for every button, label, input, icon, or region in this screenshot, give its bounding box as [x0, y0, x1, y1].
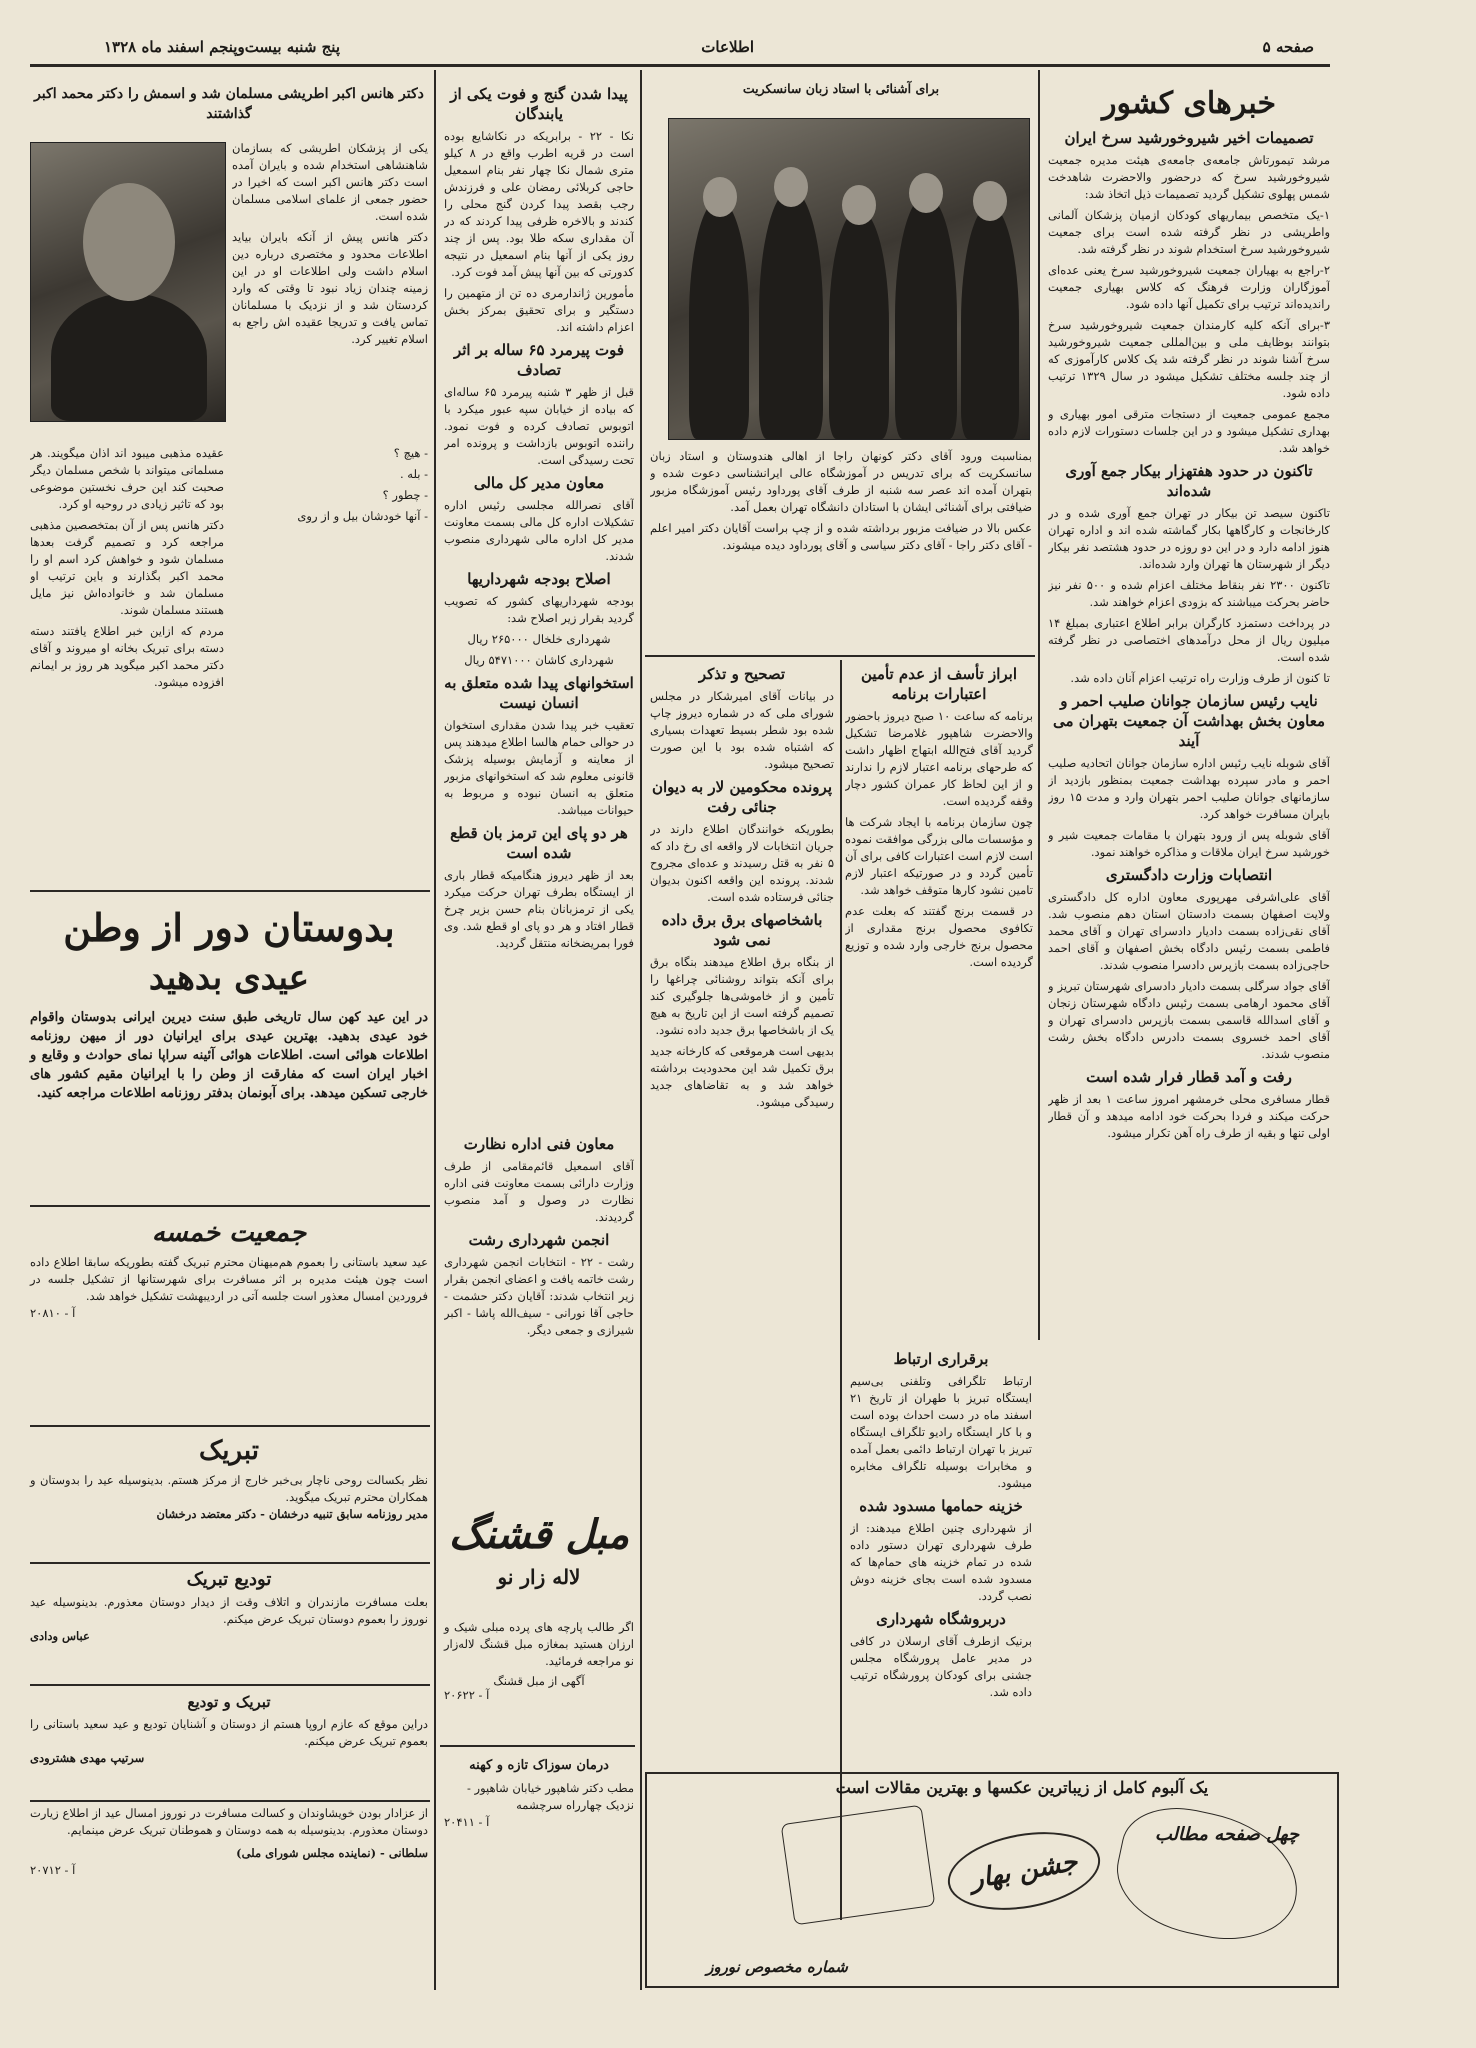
paragraph: تعقیب خبر پیدا شدن مقداری استخوان در حوالی حمام هالسا اطلاع میدهند پس از معاینه و آزمایش بوسیله پزشک قانونی معلوم شد که استخوانهای مزبور متعلق به انسان نبوده و مربوط به حیوانات میباشد. [444, 718, 634, 817]
qa-line: - هیچ ؟ [393, 446, 428, 460]
ad-body: عید سعید باستانی را بعموم هم‌میهنان محترم تبریک گفته بطوریکه سابقا اطلاع داده است چون هیئت مدیره بر اثر مسافرت برای شهرستانها از تشکیل جلسه در فروردین امسال معذور است جلسه آتی در اردیبهشت تشکیل خواهد شد. [30, 1255, 428, 1303]
headline: رفت و آمد قطار فرار شده است [1086, 1068, 1292, 1086]
paragraph: بدیهی است هرموقعی که کارخانه جدید برق تکمیل شد این محدودیت برداشته خواهد شد و به تقاضاهای جدید رسیدگی میشود. [650, 1044, 834, 1109]
ad-signature: مدیر روزنامه سابق تنبیه درخشان - دکتر معتضد درخشان [156, 1507, 428, 1521]
headline: انتصابات وزارت دادگستری [1105, 866, 1273, 884]
ad-code: آ - ۲۰۴۱۱ [444, 1815, 490, 1829]
headline: دربروشگاه شهرداری [876, 1610, 1006, 1628]
headline: تصمیمات اخیر شیروخورشید سرخ ایران [1064, 129, 1314, 147]
paragraph: یکی از پزشکان اطریشی که بسازمان شاهنشاهی استخدام شده و بایران آمده است دکتر هانس اکبر است که اخیرا در حضور جمعی از علمای اسلامی مسلمان شده است. [232, 141, 428, 223]
paragraph: ۲-راجع به بهیاران جمعیت شیروخورشید سرخ یعنی عده‌ای آموزگاران وزارت فرهنگ که کلاس بهیاری جمعیت راندیده‌اند ترتیب برای تکمیل آنها داده شود. [1048, 263, 1330, 311]
column-2b [650, 660, 834, 1930]
portrait-photo [30, 142, 226, 422]
ad-title: عیدی بدهید [148, 958, 310, 998]
page-number: صفحه ۵ [1262, 38, 1314, 56]
paragraph: آقای جواد سرگلی بسمت دادیار دادسرای شهرستان تبریز و آقای محمود ارهامی بسمت رئیس دادگاه شهرستان زنجان و آقای اسدالله قاسمی بسمت بازپرس دادسرای تهران و آقای احمد خسروی بسمت دادرس دادگاه بخش رشت منصوب شدند. [1048, 979, 1330, 1061]
paragraph: آقای علی‌اشرفی مهرپوری معاون اداره کل دادگستری ولایت اصفهان بسمت دادستان استان دهم منصوب شد. آقای نقی‌زاده بسمت دادیار دادسرای تهران و آقای محمد فاطمی بسمت رئیس دادگاه بخش اصفهان و آقای احمد حاجی‌زاده بسمت بازپرس دادسرا منصوب شدند. [1048, 890, 1330, 972]
headline: خزینه حمامها مسدود شده [859, 1497, 1023, 1515]
paragraph: آقای نصرالله مجلسی رئیس اداره تشکیلات اداره کل مالی بسمت معاونت مدیر کل اداره مالی شهرداری منصوب شدند. [444, 498, 634, 563]
qa-line: - آنها خودشان بیل و از روی [297, 509, 428, 523]
headline: تصحیح و تذکر [698, 665, 786, 683]
headline: پرونده محکومین لار به دیوان جنائی رفت [651, 778, 833, 816]
headline: باشخاصهای برق برق داده نمی شود [661, 911, 823, 949]
headline: انجمن شهرداری رشت [468, 1231, 610, 1249]
ad-emblem: جشن بهار [942, 1821, 1107, 1921]
column-2a [845, 660, 1033, 1040]
paragraph: مأمورین ژاندارمری ده تن از متهمین را دستگیر و برای تحقیق بمرکز بخش اعزام داشته اند. [444, 286, 634, 334]
ad-pages: چهل صفحه مطالب [1154, 1824, 1300, 1845]
paragraph: تا کنون از طرف وزارت راه ترتیب اعزام آنان داده شد. [1070, 671, 1330, 685]
budget-row: شهرداری کاشان ۵۴۷۱۰۰۰ ریال [464, 653, 614, 667]
paragraph: عقیده مذهبی میبود اند اذان میگویند. هر مسلمانی میتواند با شخص مسلمان دیگر صحبت کند این حرف نخستین موضوعی بود که تاثیر زیادی در روحیه او کرد. [30, 446, 224, 511]
budget-row: شهرداری خلخال ۲۶۵۰۰۰ ریال [467, 632, 611, 646]
rule [30, 890, 430, 892]
flower-drawing [781, 1805, 936, 1926]
column-2-caption-text [650, 448, 1032, 653]
column-4c [232, 445, 428, 885]
ad-body: بعلت مسافرت مازندران و اتلاف وقت از دیدار دوستان معذورم. بدینوسیله عید نوروز را بعموم دوستان تبریک عرض میکنم. [30, 1595, 428, 1626]
headline: پیدا شدن گنج و فوت یکی از یابندگان [450, 85, 628, 123]
headline: معاون مدیر کل مالی [473, 474, 605, 492]
paragraph: قبل از ظهر ۳ شنبه پیرمرد ۶۵ ساله‌ای که بیاده از خیابان سپه عبور میکرد با اتوبوس تصادف کرده و فوت نمود. راننده اتوبوس بازداشت و پرونده امر تحت رسیدگی است. [444, 385, 634, 467]
headline: برقراری ارتباط [893, 1350, 989, 1368]
paragraph: ارتباط تلگرافی وتلفنی بی‌سیم ایستگاه تبریز با طهران از تاریخ ۲۱ اسفند ماه در دست احداث بوده است و با کار ایستگاه رادیو تلگراف ایستگاه تبریز با تهران ارتباط دائمی بعمل آمده و مخابرات بوسیله تلگراف مخابره میشود. [850, 1374, 1032, 1490]
paragraph: در بیانات آقای امیرشکار در مجلس شورای ملی که در شماره دیروز چاپ شده بود شطر بسیط تعهدات بسیاری که اشتباه شده بود با این صورت تصحیح میشود. [650, 689, 834, 771]
col-divider [640, 70, 642, 1990]
paragraph: از بنگاه برق اطلاع میدهند بنگاه برق برای آنکه بتواند روشنائی چراغها را تأمین و از خاموشی‌ها جلوگیری کند تصمیم گرفته است از این تاریخ به هیچ یک از باشخاصها برق جدید داده نشود. [650, 955, 834, 1037]
ad-body: مطب دکتر شاهپور خیابان شاهپور - نزدیک چهارراه سرچشمه [466, 1781, 634, 1812]
ad-body: در این عید کهن سال تاریخی طبق سنت دیرین ایرانی بدوستان واقوام خود عیدی بدهید. بهترین عیدی برای ایرانیان دور از میهن روزنامه اطلاعات هوائی است. اطلاعات هوائی آئینه سراپا نمای حوادث و وقایع و اخبار ایران است که مفارقت از وطن را با ایرانیان مقیم کشور های خارجی تسکین میدهد. برای آبونمان بدفتر روزنامه اطلاعات مراجعه کنید. [30, 1010, 428, 1101]
ad-subtitle: لاله زار نو [497, 1565, 581, 1589]
ad-brand: مبل قشنگ [448, 1511, 630, 1558]
rule [30, 1562, 430, 1564]
paragraph: تاکنون ۲۳۰۰ نفر بنقاط مختلف اعزام شده و ۵۰۰ نفر نیز حاضر بحرکت میباشند که بزودی اعزام خواهند شد. [1048, 578, 1330, 609]
paragraph: از شهرداری چنین اطلاع میدهند: از طرف شهرداری تهران دستور داده شده در تمام خزینه های حمام‌ها که مسدود شده است بجای خزینه دوش نصب گردد. [850, 1521, 1032, 1603]
paragraph: برنیک ازطرف آقای ارسلان در کافی در مدیر عامل پرورشگاه مجلس جشنی برای کودکان پرورشگاه ترتیب داده شد. [850, 1634, 1032, 1699]
ad-body: اگر طالب پارچه های پرده مبلی شیک و ارزان هستید بمغازه مبل قشنگ لاله‌زار نو مراجعه فرمائید. [444, 1620, 634, 1668]
paragraph: برنامه که ساعت ۱۰ صبح دیروز باحضور والاحضرت شاهپور غلامرضا تشکیل گردید آقای فتح‌الله ابتهاج اظهار داشت که طرحهای برنامه اعتبار لازم را ندارند و از این لحاظ کار عمران کشور دچار وقفه گردیده است. [845, 709, 1033, 808]
paragraph: رشت - ۲۲ - انتخابات انجمن شهرداری رشت خاتمه یافت و اعضای انجمن بقرار زیر انتخاب شدند: آقایان دکتر حشمت - حاجی آقا نورانی - سیف‌الله پاشا - اکبر شیرازی و جمعی دیگر. [444, 1255, 634, 1337]
paragraph: نکا - ۲۲ - برابریکه در نکاشایع بوده است در قریه اطرب واقع در ۸ کیلو متری شمال نکا چهار نفر بنام اسمعیل حاجی کربلائی رمضان علی و فرزندش رجب بقصد پیدا کردن گنج محلی را کندند و بالاخره ظرفی پیدا کردند که در آن مقداری سکه طلا بود. پس از چند روز یکی از آنها بنام اسمعیل در نتیجه کدورتی که بین آنها پیش آمد فوت کرد. [444, 129, 634, 279]
ad-title: جمعیت خمسه [151, 1218, 307, 1248]
nowruz-issue-ad [645, 1772, 1339, 1988]
mp-notice [30, 1805, 428, 1955]
ad-signature: سلطانی - (نماینده مجلس شورای ملی) [236, 1846, 428, 1860]
furniture-ad [444, 1505, 634, 1740]
ad-special-issue: شماره مخصوص نوروز [706, 1958, 848, 1976]
ad-code: آ - ۲۰۸۱۰ [30, 1306, 76, 1320]
paragraph: عکس بالا در ضیافت مزبور برداشته شده و از چپ براست آقایان دکتر امیر اعلم - آقای دکتر راجا - آقای دکتر سیاسی و آقای پورداود دیده میشوند. [650, 521, 1032, 552]
column-3b [444, 1130, 634, 1500]
paragraph: مرشد تیمورتاش جامعه‌ی جامعه‌ی هیئت مدیره جمعیت شیروخورشید سرخ که درحضور والاحضرت شاهدخت شمس پهلوی تشکیل گردید تصمیمات ذیل اتخاذ شد: [1048, 153, 1330, 201]
rule [30, 1205, 430, 1207]
rule [30, 1684, 430, 1686]
headline: نایب رئیس سازمان جوانان صلیب احمر و معاون بخش بهداشت آن جمعیت بتهران می آیند [1052, 692, 1326, 750]
ad-code: آ - ۲۰۷۱۲ [30, 1863, 76, 1877]
column-1 [1048, 80, 1330, 1930]
paragraph: بمناسبت ورود آقای دکتر کونهان راجا از اهالی هندوستان و استاد زبان سانسکریت که برای تدریس در آموزشگاه عالی ایرانشناسی دعوت شده و بتهران آمده اند عصر سه شنبه از طرف آقای پورداود رئیس آموزشگاه مزبور ضیافتی برای آشنائی ایشان با استادان دانشگاه تهران بعمل آمد. [650, 449, 1032, 514]
paragraph: تاکنون سیصد تن بیکار در تهران جمع آوری شده و در کارخانجات و کارگاهها بکار گماشته شده اند و اداره تهران هنوز ادامه دارد و در این دو روزه در حدود هشتصد نفر بیکار دیگر از شهرستان ها تهران وارد شده‌اند. [1048, 506, 1330, 571]
paragraph: دکتر هانس پیش از آنکه بایران بیاید اطلاعات محدود و مختصری درباره دین اسلام داشت ولی اطلاعات او در این زمینه چندان زیاد نبود تا وقتی که وارد کردستان شد و از نزدیک با مسلمانان تماس یافت و تدریجا عقیده اش راجع به اسلام تغییر کرد. [232, 230, 428, 346]
headline: دکتر هانس اکبر اطریشی مسلمان شد و اسمش را دکتر محمد اکبر گذاشتند [34, 86, 424, 122]
column-4a [232, 140, 428, 440]
column-4b [30, 445, 224, 885]
khamseh-ad [30, 1212, 428, 1422]
headline: هر دو پای این ترمز بان قطع شده است [450, 824, 628, 862]
paragraph: چون سازمان برنامه با ایجاد شرکت ها و مؤسسات مالی بزرگی موافقت نموده است لازم است اعتبارات کافی برای آن تأمین گردد و در صورتیکه اعتبار لازم تامین نشود کارها متوقف خواهد شد. [845, 815, 1033, 897]
photo-caption: برای آشنائی با استاد زبان سانسکریت [742, 81, 940, 96]
ad-signature: عباس ودادی [30, 1629, 90, 1643]
paragraph: آقای شوبله نایب رئیس اداره سازمان جوانان اتحادیه صلیب احمر و مادر سپرده بهداشت جمعیت بمنظور بازدید از سازمانهای جوانان صلیب احمر بتهران وارد و مدت ۱۵ روز بایران مسافرت خواهد کرد. [1048, 756, 1330, 821]
section-title: خبرهای کشور [1101, 86, 1277, 121]
clinic-ad [444, 1752, 634, 1852]
rule [30, 1425, 430, 1427]
paragraph: مردم که ازاین خبر اطلاع یافتند دسته دسته برای تبریک بخانه او میروند و آقای دکتر محمد اکبر میگوید هر روز بر ایمانم افزوده میشود. [30, 624, 224, 689]
paragraph: دکتر هانس پس از آن بمتخصصین مذهبی مراجعه کرد و تصمیم گرفت بعدها مسلمان شود و خواهش کرد اسم او را محمد اکبر بگذارند و باین ترتیب او مسلمان شد و خانواده‌اش نیز مایل هستند مسلمان شوند. [30, 518, 224, 617]
group-photo [668, 118, 1030, 440]
ad-body: از عزادار بودن خویشاوندان و کسالت مسافرت در نوروز امسال عید از اطلاع زیارت دوستان معذورم. بدینوسیله به همه دوستان و هموطنان تبریک عرض مینمایم. [30, 1806, 428, 1837]
paragraph: آقای شوبله پس از ورود بتهران با مقامات جمعیت شیر و خورشید سرخ ایران ملاقات و مذاکره خواهند نمود. [1048, 828, 1330, 859]
rule [645, 655, 1035, 657]
ad-tag: آگهی از مبل قشنگ [493, 1674, 585, 1688]
paragraph: آقای اسمعیل قائم‌مقامی از طرف وزارت دارائی بسمت معاونت فنی اداره نظارت در وصول و آمد منصوب گردیدند. [444, 1159, 634, 1224]
rule [30, 1800, 430, 1802]
col-divider [434, 70, 436, 1990]
col-divider [840, 660, 842, 1040]
headline: اصلاح بودجه شهرداریها [467, 570, 611, 588]
paragraph: بطوریکه خوانندگان اطلاع دارند در جریان انتخابات لار واقعه ای رخ داد که ۵ نفر به قتل رسیدند و عده‌ای مجروح شدند. پرونده این واقعه اکنون بدیوان جنائی فرستاده شده است. [650, 822, 834, 904]
qa-line: - بله . [399, 467, 428, 481]
ad-body: دراین موقع که عازم اروپا هستم از دوستان و آشنایان تودیع و عید سعید باستانی را بعموم تبریک عرض میکنم. [30, 1717, 428, 1748]
ad-title: بدوستان دور از وطن [63, 905, 395, 950]
headline: فوت پیرمرد ۶۵ ساله بر اثر تصادف [453, 341, 625, 379]
headline: ابراز تأسف از عدم تأمین اعتبارات برنامه [860, 665, 1017, 703]
paragraph: ۳-برای آنکه کلیه کارمندان جمعیت شیروخورشید سرخ بتوانند بوظایف ملی و بین‌المللی جمعیت شیروخورشید سرخ آشنا شوند در نظر گرفته شد یک کلاس کارآموزی که از چند جلسه مختلف تشکیل میشود در سال ۱۳۲۹ ترتیب داده شود. [1048, 318, 1330, 400]
paragraph: در پرداخت دستمزد کارگران برابر اطلاع اعتباری بمبلغ ۱۴ میلیون ریال از محل درآمدهای اختصاصی در نظر گرفته شده است. [1048, 616, 1330, 664]
column-3 [444, 80, 634, 1120]
ad-headline: درمان سوزاک تازه و کهنه [469, 1758, 609, 1773]
paragraph: در قسمت برنج گفتند که بعلت عدم تکافوی محصول برنج مقداری از محصول برنج خارجی وارد شده و توزیع گردیده است. [845, 904, 1033, 969]
paragraph: ۱-یک متخصص بیماریهای کودکان ازمیان پزشکان آلمانی واطریشی در نظر گرفته شده است برای جمعیت شیروخورشید سرخ استخدام شوند در نظر گرفته شد. [1048, 208, 1330, 256]
col-divider [1038, 70, 1040, 1340]
congrats-ad [30, 1430, 428, 1560]
page-header [104, 38, 1314, 64]
paragraph: مجمع عمومی جمعیت از دستجات مترقی امور بهیاری و بهداری تشکیل میشود و در این جلسات دستورات لازم داده خواهد شد. [1048, 407, 1330, 455]
ad-title: تبریک [199, 1436, 259, 1466]
flower-drawing [1106, 1796, 1309, 1953]
headline: معاون فنی اداره نظارت [463, 1135, 615, 1153]
ad-title: تبریک و تودیع [187, 1693, 271, 1711]
air-edition-ad [30, 900, 428, 1200]
issue-date: پنج شنبه بیست‌وپنجم اسفند ماه ۱۳۲۸ [104, 38, 341, 56]
ad-code: آ - ۲۰۶۲۲ [444, 1688, 490, 1702]
paragraph: قطار مسافری محلی خرمشهر امروز ساعت ۱ بعد از ظهر حرکت میکند و فردا بحرکت خود ادامه میدهد و آن قطار اولی تنها و بقیه از طرف راه آهن تکرار میشود. [1048, 1092, 1330, 1140]
column-4-head [30, 80, 428, 130]
paragraph: بعد از ظهر دیروز هنگامیکه قطار باری از ایستگاه بطرف تهران حرکت میکرد یکی از ترمزبانان بنام حسن بزیر چرخ قطار افتاد و هر دو پای او قطع شد. وی فورا بمریضخانه منتقل گردید. [444, 868, 634, 950]
ad-signature: سرتیپ مهدی هشترودی [30, 1751, 145, 1765]
rule [440, 1745, 635, 1747]
header-rule [30, 64, 1330, 67]
headline: استخوانهای پیدا شده متعلق به انسان نیست [444, 674, 634, 712]
paper-name: اطلاعات [701, 38, 754, 56]
ad-body: نظر بکسالت روحی ناچار بی‌خبر خارج از مرکز هستم. بدینوسیله عید را بدوستان و همکاران محترم تبریک میگوید. [30, 1473, 428, 1504]
paragraph: بودجه شهرداریهای کشور که تصویب گردید بقرار زیر اصلاح شد: [444, 594, 634, 625]
ad-banner: یک آلبوم کامل از زیباترین عکسها و بهترین مقالات است [835, 1778, 1209, 1797]
farewell-ad [30, 1566, 428, 1681]
ad-title: تودیع تبریک [186, 1569, 272, 1590]
farewell-ad-2 [30, 1688, 428, 1798]
headline: تاکنون در حدود هفتهزار بیکار جمع آوری شده‌اند [1065, 462, 1313, 500]
qa-line: - چطور ؟ [382, 488, 428, 502]
